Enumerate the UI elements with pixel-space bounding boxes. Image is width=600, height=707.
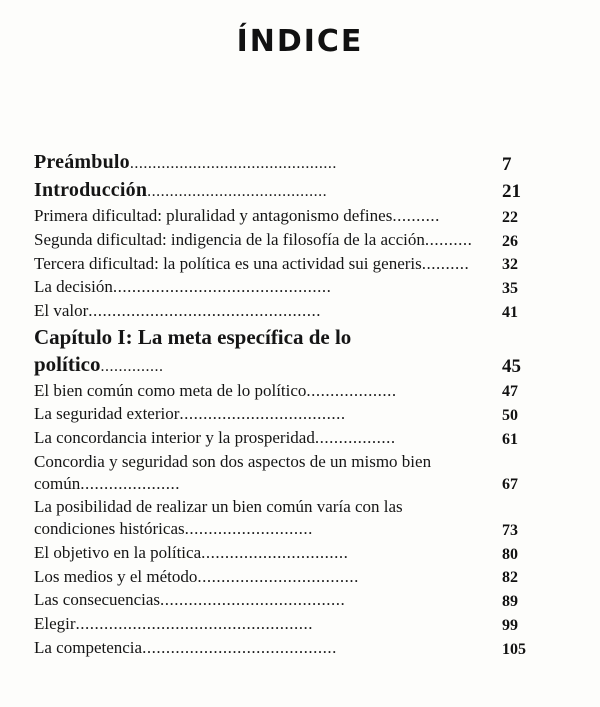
toc-entry-leader-dots: .......... — [392, 206, 440, 226]
toc-entry[interactable] — [34, 253, 560, 275]
toc-entry[interactable] — [34, 637, 560, 659]
toc-entry-page-number: 80 — [502, 545, 518, 563]
toc-entry-label: El valor — [34, 301, 89, 321]
toc-entry-label-wrap — [34, 380, 484, 402]
toc-entry-label: Elegir — [34, 614, 76, 634]
toc-entry-label-wrap — [34, 403, 484, 425]
toc-entry-page-number: 47 — [502, 383, 518, 401]
toc-entry-page-number: 7 — [502, 153, 512, 175]
toc-entry-leader-dots: ................. — [314, 428, 396, 448]
toc-entry-label-wrap — [34, 589, 484, 611]
toc-entry[interactable] — [34, 566, 560, 588]
toc-entry-label: Los medios y el método — [34, 566, 198, 586]
toc-entry-label-wrap — [34, 496, 484, 540]
toc-entry-page-number: 35 — [502, 280, 518, 298]
toc-entry-leader-dots: ........................................ — [147, 182, 328, 200]
toc-entry-label: Segunda dificultad: indigencia de la filosofía de la acción — [34, 229, 425, 249]
toc-entry-page-number: 73 — [502, 521, 518, 539]
toc-entry-leader-dots: ....................................... — [160, 590, 346, 610]
toc-entry-leader-dots: .............................................. — [129, 155, 337, 172]
toc-entry-leader-dots: ............................... — [201, 542, 349, 562]
toc-entry[interactable] — [34, 496, 560, 540]
toc-entry-label: Primera dificultad: pluralidad y antagonismo defines — [34, 206, 393, 226]
toc-entry[interactable] — [34, 276, 560, 298]
toc-entry-leader-dots: .............. — [100, 357, 164, 375]
toc-entry-page-number: 99 — [502, 616, 518, 634]
toc-entry-label-wrap — [34, 253, 484, 275]
toc-entry-leader-dots: .............................................. — [112, 277, 332, 297]
toc-entry-leader-dots: ......................................... — [142, 637, 337, 657]
toc-entry-label-wrap — [34, 229, 484, 251]
toc-entry-leader-dots: .......... — [424, 229, 473, 249]
toc-entry-label: El objetivo en la política — [34, 542, 202, 562]
toc-entry-leader-dots: .......... — [421, 253, 470, 273]
toc-entry[interactable] — [34, 613, 560, 635]
toc-entry-page-number: 89 — [502, 593, 518, 611]
toc-entry[interactable] — [34, 427, 560, 449]
toc-entry-page-number: 32 — [502, 256, 518, 274]
toc-entry-label: La decisión — [34, 277, 113, 297]
toc-entry[interactable] — [34, 451, 560, 495]
toc-entry-label-wrap — [34, 205, 484, 227]
toc-entry-label-wrap — [34, 427, 484, 449]
table-of-contents — [0, 150, 600, 661]
toc-entry-label: Concordia y seguridad son dos aspectos de un mismo bien común — [34, 451, 432, 493]
toc-entry-label-wrap — [34, 542, 484, 564]
toc-entry[interactable] — [34, 178, 560, 204]
toc-entry[interactable] — [34, 380, 560, 402]
toc-entry-label: El bien común como meta de lo político — [34, 380, 307, 400]
toc-entry-label: La posibilidad de realizar un bien común varía con las condiciones históricas — [34, 497, 403, 539]
toc-entry-label-wrap — [34, 324, 484, 378]
toc-entry-label: Capítulo I: La meta específica de lo político — [34, 324, 352, 376]
toc-entry-label: Preámbulo — [34, 151, 130, 173]
toc-entry[interactable] — [34, 542, 560, 564]
toc-entry-label-wrap — [34, 150, 484, 176]
toc-entry-page-number: 82 — [502, 569, 518, 587]
toc-entry-page-number: 41 — [502, 303, 518, 321]
toc-entry-label: Las consecuencias — [34, 590, 161, 610]
toc-entry-leader-dots: ................................................. — [88, 301, 322, 321]
toc-entry-label: La competencia — [34, 637, 143, 657]
toc-entry-label-wrap — [34, 637, 484, 659]
toc-entry-page-number: 45 — [502, 355, 521, 377]
toc-entry-leader-dots: ................... — [306, 380, 397, 400]
toc-entry-label: Tercera dificultad: la política es una actividad sui generis — [34, 253, 422, 273]
toc-entry-page-number: 61 — [502, 430, 518, 448]
toc-entry-page-number: 26 — [502, 232, 518, 250]
toc-entry-leader-dots: ........................... — [184, 519, 313, 539]
toc-entry-label-wrap — [34, 276, 484, 298]
toc-entry-page-number: 50 — [502, 407, 518, 425]
toc-entry[interactable] — [34, 589, 560, 611]
toc-entry[interactable] — [34, 300, 560, 322]
toc-entry-leader-dots: .................................. — [197, 566, 359, 586]
toc-entry-leader-dots: .................................................. — [75, 614, 314, 634]
toc-entry-leader-dots: ..................... — [80, 473, 181, 493]
toc-entry-label: La concordancia interior y la prosperidad — [34, 428, 315, 448]
toc-entry-page-number: 22 — [502, 208, 518, 226]
page-title: ÍNDICE — [236, 24, 364, 59]
toc-entry-label: Introducción — [34, 178, 148, 201]
toc-entry-page-number: 21 — [502, 181, 521, 203]
toc-entry-label-wrap — [34, 613, 484, 635]
toc-entry-label-wrap — [34, 566, 484, 588]
toc-entry[interactable] — [34, 150, 560, 176]
toc-entry-label-wrap — [34, 178, 484, 204]
toc-entry[interactable] — [34, 324, 560, 378]
toc-entry-page-number: 105 — [502, 640, 526, 658]
toc-entry-label-wrap — [34, 451, 484, 495]
toc-entry[interactable] — [34, 403, 560, 425]
toc-entry-label-wrap — [34, 300, 484, 322]
toc-entry[interactable] — [34, 205, 560, 227]
toc-entry-label: La seguridad exterior — [34, 404, 180, 424]
toc-entry-leader-dots: ................................... — [179, 404, 346, 424]
toc-entry-page-number: 67 — [502, 476, 518, 494]
toc-entry[interactable] — [34, 229, 560, 251]
